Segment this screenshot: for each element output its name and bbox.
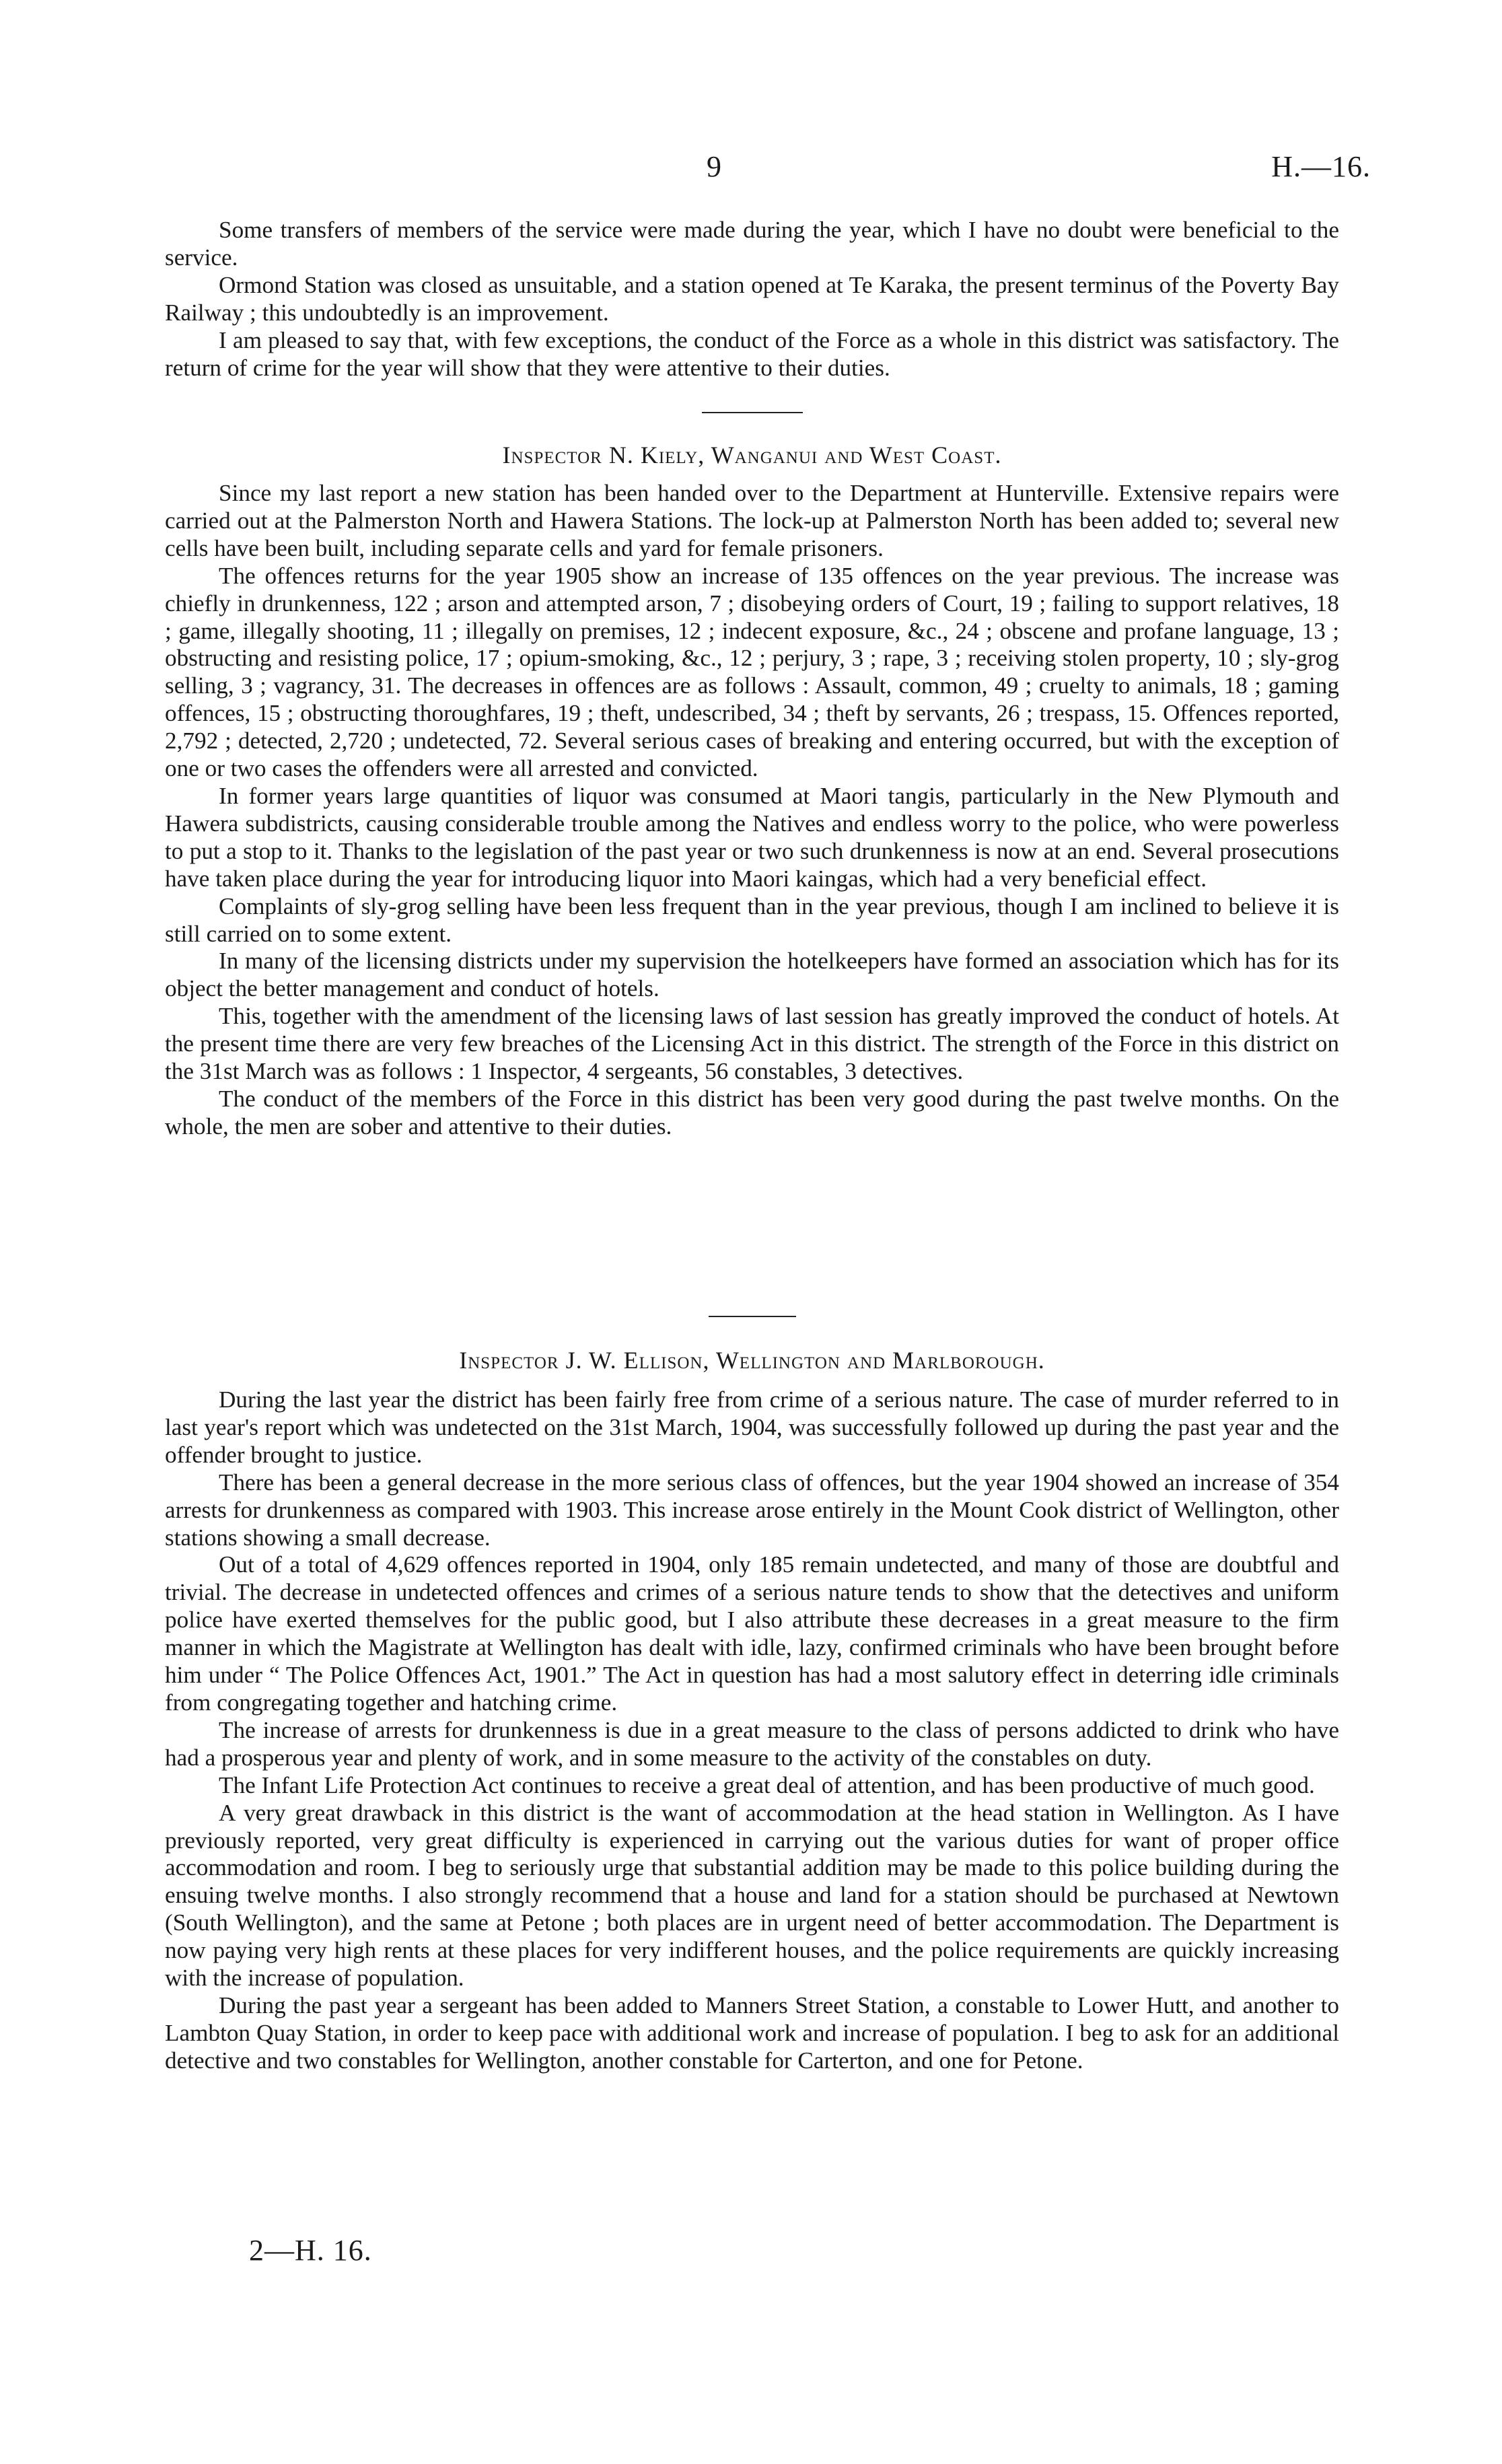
paragraph: Ormond Station was closed as unsuitable, and a station opened at Te Karaka, the present terminus of the Poverty Bay Railway ; this undoubtedly is an improvement. [165, 271, 1339, 326]
paragraph: During the past year a sergeant has been added to Manners Street Station, a constable to Lower Hutt, and another to Lambton Quay Station, in order to keep pace with additional work and increase of population. I beg to ask for an additional detective and two constables for Wellington, another constable for Carterton, and one for Petone. [165, 1992, 1339, 2074]
paragraph: The offences returns for the year 1905 show an increase of 135 offences on the year previous. The increase was chiefly in drunkenness, 122 ; arson and attempted arson, 7 ; disobeying orders of Court, 19 ; failing to support relatives, 18 ; game, illegally shooting, 11 ; illegally on premises, 12 ; indecent exposure, &c., 24 ; obscene and profane language, 13 ; obstructing and resisting police, 17 ; opium-smoking, &c., 12 ; perjury, 3 ; rape, 3 ; receiving stolen property, 10 ; sly-grog selling, 3 ; vagrancy, 31. The decreases in offences are as follows : Assault, common, 49 ; cruelty to animals, 18 ; gaming offences, 15 ; obstructing thoroughfares, 19 ; theft, undescribed, 34 ; theft by servants, 26 ; trespass, 15. Offences reported, 2,792 ; detected, 2,720 ; undetected, 72. Several serious cases of breaking and entering occurred, but with the exception of one or two cases the offenders were all arrested and convicted. [165, 562, 1339, 782]
signature-mark: 2—H. 16. [249, 2234, 372, 2267]
paragraph: In many of the licensing districts under my supervision the hotelkeepers have formed an association which has for its object the better management and conduct of hotels. [165, 948, 1339, 1002]
section-heading: Inspector J. W. Ellison, Wellington and Marlborough. [459, 1347, 1045, 1374]
section-ellison [165, 1346, 1339, 2075]
paragraph: I am pleased to say that, with few exceptions, the conduct of the Force as a whole in this district was satisfactory. The return of crime for the year will show that they were attentive to their duties. [165, 326, 1339, 381]
paragraph: The Infant Life Protection Act continues to receive a great deal of attention, and has been productive of much good. [219, 1771, 1315, 1798]
paragraph: There has been a general decrease in the more serious class of offences, but the year 1904 showed an increase of 354 arrests for drunkenness as compared with 1903. This increase arose entirely in the Mount Cook district of Wellington, other stations showing a small decrease. [165, 1469, 1339, 1551]
paragraph: Out of a total of 4,629 offences reported in 1904, only 185 remain undetected, and many of those are doubtful and trivial. The decrease in undetected offences and crimes of a serious nature tends to show that the detectives and uniform police have exerted themselves for the public good, but I also attribute these decreases in a great measure to the firm manner in which the Magistrate at Wellington has dealt with idle, lazy, confirmed criminals who have been brought before him under “ The Police Offences Act, 1901.” The Act in question has had a most salutory effect in deterring idle criminals from congregating together and hatching crime. [165, 1551, 1339, 1716]
paragraph: During the last year the district has been fairly free from crime of a serious nature. The case of murder referred to in last year's report which was undetected on the 31st March, 1904, was successfully followed up during the past year and the offender brought to justice. [165, 1386, 1339, 1468]
paragraph: Complaints of sly-grog selling have been less frequent than in the year previous, though I am inclined to believe it is still carried on to some extent. [165, 892, 1339, 947]
page-number: 9 [707, 150, 721, 183]
paragraph: In former years large quantities of liquor was consumed at Maori tangis, particularly in the New Plymouth and Hawera subdistricts, causing considerable trouble among the Natives and endless worry to the police, who were powerless to put a stop to it. Thanks to the legislation of the past year or two such drunkenness is now at an end. Several prosecutions have taken place during the year for introducing liquor into Maori kaingas, which had a very beneficial effect. [165, 782, 1339, 892]
intro-block [165, 217, 1339, 382]
paragraph: The conduct of the members of the Force in this district has been very good during the past twelve months. On the whole, the men are sober and attentive to their duties. [165, 1085, 1339, 1139]
document-reference: H.—16. [1271, 150, 1371, 183]
section-divider [165, 412, 1339, 413]
paragraph: Since my last report a new station has been handed over to the Department at Hunterville. Extensive repairs were carried out at the Palmerston North and Hawera Stations. The lock-up at Palmerston North has been added to; several new cells have been built, including separate cells and yard for female prisoners. [165, 480, 1339, 561]
paragraph: The increase of arrests for drunkenness is due in a great measure to the class of persons addicted to drink who have had a prosperous year and plenty of work, and in some measure to the activity of the constables on duty. [165, 1716, 1339, 1771]
paragraph: Some transfers of members of the service were made during the year, which I have no doubt were beneficial to the service. [165, 217, 1339, 271]
section-divider [165, 1316, 1339, 1317]
paragraph: This, together with the amendment of the licensing laws of last session has greatly improved the conduct of hotels. At the present time there are very few breaches of the Licensing Act in this district. The strength of the Force in this district on the 31st March was as follows : 1 Inspector, 4 sergeants, 56 constables, 3 detectives. [165, 1003, 1339, 1085]
section-heading: Inspector N. Kiely, Wanganui and West Coast. [502, 442, 1002, 468]
section-kiely [165, 441, 1339, 1141]
paragraph: A very great drawback in this district is the want of accommodation at the head station in Wellington. As I have previously reported, very great difficulty is experienced in carrying out the various duties for want of proper office accommodation and room. I beg to seriously urge that substantial addition may be made to this police building during the ensuing twelve months. I also strongly recommend that a house and land for a station should be purchased at Newtown (South Wellington), and the same at Petone ; both places are in urgent need of better accommodation. The Department is now paying very high rents at these places for very indifferent houses, and the police requirements are quickly increasing with the increase of population. [165, 1799, 1339, 1992]
